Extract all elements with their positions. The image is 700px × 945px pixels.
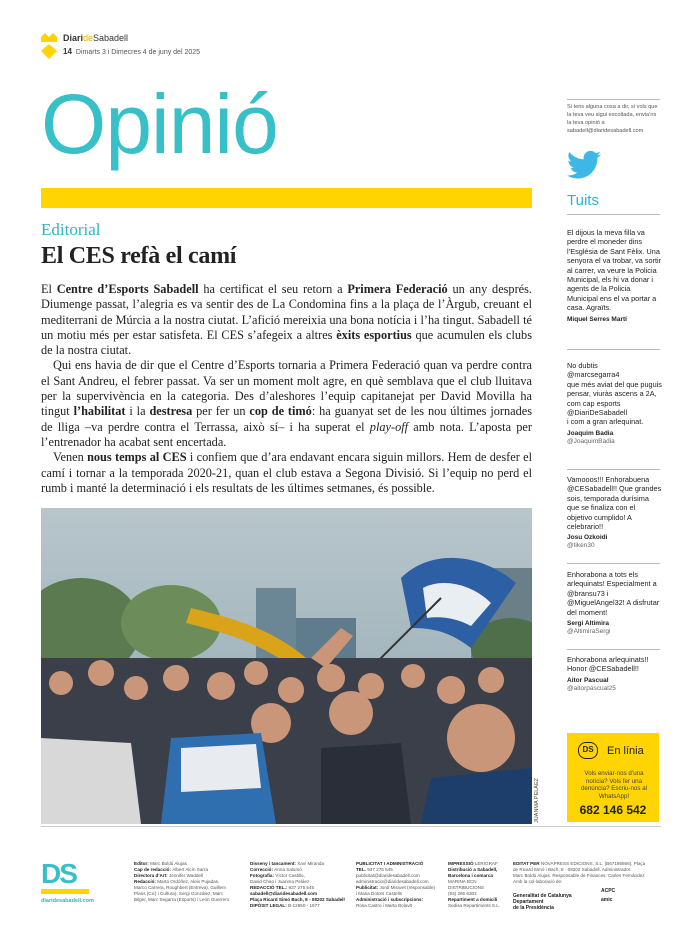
credit-line: Marco Carrera, Roughbert (Entreva), Guillem [134, 885, 226, 890]
footer-url[interactable]: diaridesabadell.com [41, 898, 94, 904]
whatsapp-text: Vols enviar-nos d’una notícia? Vols fer una denúncia? Escriu-nos al WhatsApp! [580, 770, 648, 800]
tweet-text: El dijous la meva filla va perdre el moneder dins l’Església de Sant Fèlix. Una senyora el va trobar, va sortir al carrer, va veure la Policia Municipal, els hi va donar i agents de la Policia Municipal ens el va portar a casa. Agraïts. [567, 228, 662, 313]
article-paragraph: Qui ens havia de dir que el Centre d’Esports tornaria a Primera Federació quan va perdre contra el Sant Andreu, el febrer passat. Va ser un moment molt agre, en què semblava que el club lluitava per la supervivència en la categoria. Des d’aleshores l’equip capitanejat per David Movilla ha tingut l’habilitat i la destresa per fer un cop de timó: ha guanyat set de les nou últimes jornades de lliga –va perdre contra el Terrassa, això sí– i ha superat el play-off amb nota. L’aposta per l’entrenador ha acabat sent encertada. [41, 358, 533, 449]
credits-col-1 [134, 861, 244, 903]
whatsapp-title: En línia [607, 745, 644, 757]
credit-line: Bilger, Marc Segarra (Esports) i León Guerrero [134, 897, 230, 902]
credit-line: David Chao i Juanma Peláez [250, 879, 310, 884]
tweet-text: Enhorabona arlequinats!! Honor @CESabadell!! [567, 655, 649, 674]
tweet-author: Joaquim Badia [567, 429, 614, 437]
credit-line: Plans (Cic) i Cultura), Sergi González, Marc [134, 891, 224, 896]
whatsapp-box [567, 733, 659, 822]
page-info [63, 47, 200, 56]
credit-line: Correcció: Anna Salomó [250, 867, 302, 872]
credit-line: Distribució a Sabadell, [448, 867, 498, 872]
credit-line: i Maria Dolors Castells [356, 891, 402, 896]
credit-line: Editor: Marc Boldú Alujas [134, 861, 187, 866]
credit-line: Plaça Ricard Simó Bach, 8 - 08202 Sabadell [250, 897, 345, 902]
credit-line: Directora d’Art: Jennifer Waddell [134, 873, 204, 878]
tweet-author: Sergi Altimira [567, 620, 610, 628]
credit-line: administracio@diaridesabadell.com [356, 879, 429, 884]
credit-line: Disseny i tancament: Xavi Miranda [250, 861, 325, 866]
credit-line: Fotografia: Víctor Castillo, [250, 873, 305, 878]
article-paragraph: Venen nous temps al CES i confiem que d’ara endavant encara siguin millors. Hem de desfer el camí i tornar a la temporada 2020-21, quan el club estava a Segona Divisió. Si l’equip no perd el rumb i manté la determinació i els resultats de les últimes setmanes, és possible. [41, 450, 532, 495]
credit-line: sabadell@diaridesabadell.com [250, 891, 318, 896]
photo-credit: JUANMA PELÁEZ [534, 778, 540, 823]
credit-line: Repartiment a domicili [448, 897, 498, 902]
credits-col-4 [448, 861, 508, 909]
tweet-item [567, 655, 662, 692]
tweet-handle[interactable]: @AltimiraSergi [567, 628, 611, 636]
credit-line: Publicitat: Jordi Miravet (responsable) [356, 885, 436, 890]
article-body [41, 282, 532, 496]
fans-celebration-image [41, 508, 532, 824]
credit-line: Marc Boldú Alujas. Responsable de Finances: Carles Fernández [513, 873, 645, 878]
credit-line: Sedisa Repartiments S.L. [448, 903, 501, 908]
credit-line: TEL. 937 275 545 [356, 867, 393, 872]
ds-logo-icon: DS [578, 742, 598, 759]
credit-line: Barcelona i comarca [448, 873, 493, 878]
article-kicker: Editorial [41, 220, 101, 239]
credit-line: DISTRIBUCIONS [448, 885, 484, 890]
tweet-author: Aitor Pascual [567, 676, 609, 684]
sidebar-rule [567, 349, 660, 350]
credit-line: publicitat@diaridesabadell.com [356, 873, 420, 878]
credit-line: Amb la col·laboració de: [513, 879, 563, 884]
sidebar-rule [567, 649, 660, 650]
generalitat-logo: Generalitat de Catalunya Departament de la Presidència [513, 893, 572, 911]
credits-col-2 [250, 861, 350, 909]
credit-line: Administració i subscripcions: [356, 897, 424, 902]
tweet-text: No dubtis @marcsegarra4 que més aviat del que puguis pensar, viuràs ascens a 2A, com cap esports @DiariDeSabadell i com a gran arlequinat. [567, 361, 662, 427]
tuits-title: Tuits [567, 192, 599, 209]
twitter-bird-icon [567, 150, 601, 180]
credit-line: IMPRESSIÓ LERIGRAF [448, 861, 498, 866]
article-paragraph: El Centre d’Esports Sabadell ha certificat el seu retorn a Primera Federació un any després. Diumenge passat, l’alegria es va sentir des de La Condomina fins a la plaça de l’Àrgub, creuant el mediterrani de Múrcia a la nostra ciutat. L’afició mereixia una bona notícia i l’ha tingut. Sabadell té un motiu més per estar satisfeta. El CES s’afegeix a altres èxits esportius que acumulen els clubs de la nostra ciutat. [41, 282, 532, 358]
credit-line: MARINA BCN [448, 879, 477, 884]
tweet-item [567, 361, 662, 445]
tweet-handle[interactable]: @aitorpascual25 [567, 684, 616, 692]
credit-line: de Ricard Simó i Bach, 8 · 08202 Sabadell. Administrador: [513, 867, 632, 872]
credit-line: Redacció: Marta Ordóñez, Aleix Pujadas, [134, 879, 220, 884]
tweet-item [567, 570, 662, 635]
credits-col-5 [513, 861, 661, 885]
tweet-text: Vamooos!!! Enhorabuena @CESabadell!! Que grandes sois, temporada durísima que se finaliza con el objetivo cumplido! A celebrario!! [567, 475, 662, 532]
sidebar-rule [567, 563, 660, 564]
credit-line: PUBLICITAT I ADMINISTRACIÓ [356, 861, 424, 866]
acpc-amic-logo: ACPC amic [601, 888, 616, 903]
article-headline: El CES refà el camí [41, 243, 237, 269]
credits-col-3 [356, 861, 446, 909]
article-photo [41, 508, 532, 824]
sidebar-rule [567, 99, 660, 100]
issue-date: Dimarts 3 i Dimecres 4 de juny del 2025 [75, 49, 201, 56]
footer-logo-bar [41, 889, 89, 894]
tweet-handle[interactable]: @tiken30 [567, 542, 595, 550]
credit-line: Cap de redacció: Albert Alcín Sarra [134, 867, 209, 872]
section-divider [41, 188, 532, 208]
footer-logo: DS [41, 858, 76, 889]
brand-name: DiarideSabadell [63, 33, 129, 43]
tweet-author: Miquel Serres Martí [567, 315, 627, 323]
tweet-author: Josu Ozkoidi [567, 534, 608, 542]
tweet-handle[interactable]: @JoaquimBadia [567, 437, 615, 445]
tweet-item [567, 228, 662, 323]
credit-line: EDITAT PER NOVAPRESS EDICIONS, S.L. (B67186866), Plaça [513, 861, 646, 866]
sidebar-intro: Si tens alguna cosa a dir, si vols que la teva veu sigui escoltada, envia’ns la teva opinió a sabadell@diaridesabadell.com [567, 104, 658, 134]
credit-line: REDACCIÓ TEL.: 937 275 545 [250, 885, 315, 890]
credit-line: DIPÒSIT LEGAL: B-12650 - 1977 [250, 903, 320, 908]
tweet-text: Enhorabona a tots els arlequinats! Especialment a @bransu73 i @MiguelAngel32! A disfrutar del moment! [567, 570, 660, 617]
whatsapp-phone[interactable]: 682 146 542 [579, 803, 647, 817]
credit-line: (93) 265 6303 [448, 891, 477, 896]
sidebar-rule [567, 214, 660, 215]
section-title: Opinió [41, 77, 278, 171]
credit-line: Rosa Castro i Marta Bolavlt [356, 903, 412, 908]
sidebar-rule [567, 469, 660, 470]
tweet-item [567, 475, 662, 549]
diari-logo-icon [41, 33, 57, 59]
footer-rule [41, 826, 661, 827]
page-number: 14 [63, 47, 72, 56]
